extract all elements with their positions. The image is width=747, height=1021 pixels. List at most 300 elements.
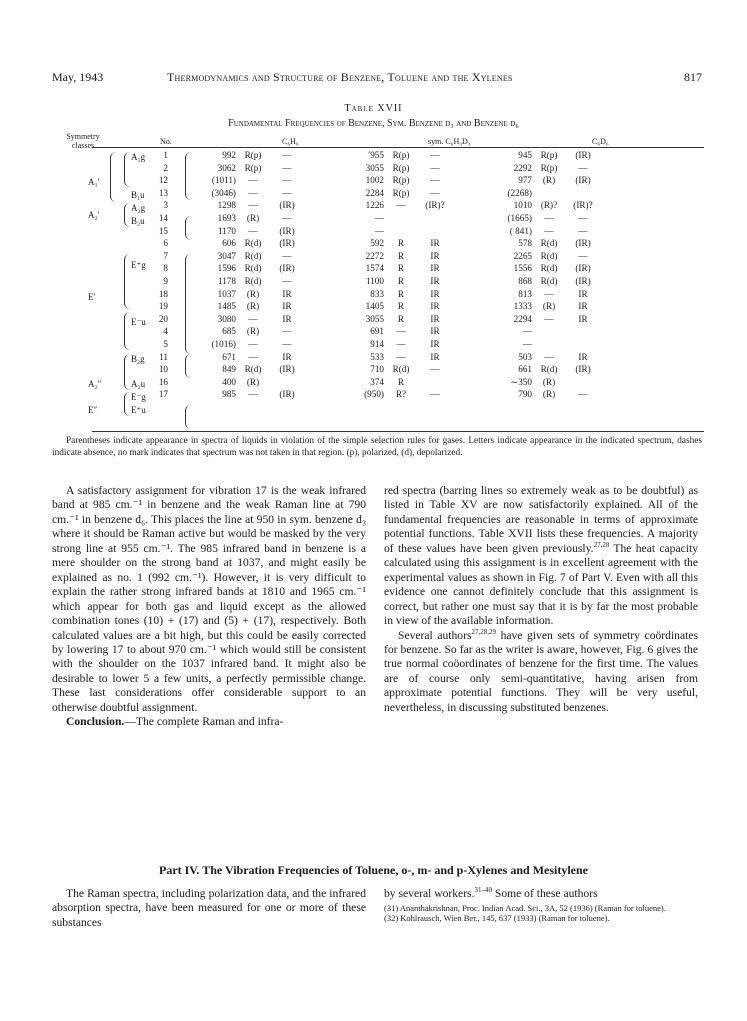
c6h6-ir-cell: — xyxy=(282,338,292,349)
c6d6-raman-cell: R(d) xyxy=(540,263,558,274)
c6d6-raman-cell xyxy=(532,338,566,351)
body-text: red spectra (barring lines so extremely weak as to be doubtful) as listed in Table XV are now satisfactorily explained. All of the fundamental frequencies are reasonable in terms of approximate potential functions. Table XVII lists these frequencies. A majority of these values have been given previously. xyxy=(384,484,698,555)
spacer-cell xyxy=(304,212,344,225)
c6h6-ir-cell: — xyxy=(282,150,292,160)
c6d6-ir-cell: IR xyxy=(578,301,588,312)
c6h3d3-ir-cell: — xyxy=(430,175,440,186)
c6d6-raman-cell xyxy=(532,187,566,200)
c6d6-ir-cell: IR xyxy=(578,313,588,324)
c6h6-freq-cell: 685 xyxy=(222,326,236,337)
spacer-cell xyxy=(452,212,492,225)
footnote: (31) Ananthakrishnan, Proc. Indian Acad. Sci., 3A, 52 (1936) (Raman for toluene). xyxy=(384,903,666,914)
col-sym-c6h3d3: sym. C₆H₃D₃ xyxy=(428,137,471,146)
c6h3d3-raman-cell: R xyxy=(397,301,405,312)
c6d6-freq-cell: 503 xyxy=(518,351,532,362)
c6h6-freq-cell: (1011) xyxy=(211,175,236,186)
table-row xyxy=(92,162,600,175)
spacer-cell xyxy=(168,174,196,187)
c6d6-raman-cell: R(d) xyxy=(540,364,558,375)
c6d6-raman-cell: — xyxy=(544,225,554,236)
c6h3d3-freq-cell: 3055 xyxy=(365,313,384,324)
table-row xyxy=(92,351,600,364)
spacer-cell xyxy=(168,300,196,313)
c6h3d3-freq-cell: 1405 xyxy=(365,301,384,312)
mode-no-cell: 18 xyxy=(158,288,168,299)
c6h6-freq-cell: 992 xyxy=(222,150,236,160)
c6h3d3-raman-cell xyxy=(384,225,418,238)
mode-no-cell: 12 xyxy=(158,175,168,186)
table-row xyxy=(92,376,600,389)
c6h3d3-raman-cell: — xyxy=(396,338,406,349)
citation-sup: 27,28,29 xyxy=(471,627,496,636)
c6h6-ir-cell: (IR) xyxy=(279,225,295,236)
spacer-cell xyxy=(304,174,344,187)
spacer-cell xyxy=(304,225,344,238)
sym-a2-prime: A₂′ xyxy=(88,210,100,220)
c6d6-raman-cell: R(p) xyxy=(540,150,558,160)
spacer-cell xyxy=(304,300,344,313)
c6h3d3-raman-cell: R(p) xyxy=(392,162,410,173)
sym-e-double-prime: E″ xyxy=(88,405,98,415)
c6h3d3-freq-cell: 691 xyxy=(370,326,384,337)
spacer-cell xyxy=(452,237,492,250)
conclusion-text: —The complete Raman and infra- xyxy=(124,715,284,729)
c6d6-ir-cell: — xyxy=(578,389,588,400)
c6d6-ir-cell: (IR)? xyxy=(573,200,593,211)
spacer-cell xyxy=(168,237,196,250)
c6d6-freq-cell: 1556 xyxy=(513,263,532,274)
c6h6-ir-cell: — xyxy=(282,326,292,337)
c6h3d3-ir-cell: — xyxy=(430,187,440,198)
sym-b2u: B₂u xyxy=(131,216,145,226)
spacer-cell xyxy=(452,351,492,364)
c6h3d3-ir-cell: IR xyxy=(430,250,440,261)
c6h6-ir-cell: — xyxy=(282,187,292,198)
c6h3d3-ir-cell: IR xyxy=(430,288,440,299)
c6d6-ir-cell: (IR) xyxy=(575,263,591,274)
spacer-cell xyxy=(452,288,492,301)
table-row xyxy=(92,288,600,301)
spacer-cell xyxy=(168,250,196,263)
c6h6-raman-cell: R(p) xyxy=(244,162,262,173)
c6h6-ir-cell: (IR) xyxy=(279,200,295,211)
c6h6-freq-cell: 671 xyxy=(222,351,236,362)
c6h3d3-freq-cell: 592 xyxy=(370,238,384,249)
c6h3d3-freq-cell: (950) xyxy=(364,389,384,400)
right-column xyxy=(384,484,698,715)
spacer-cell xyxy=(168,225,196,238)
c6h3d3-raman-cell: — xyxy=(396,351,406,362)
c6h6-freq-cell: 1298 xyxy=(217,200,236,211)
c6d6-freq-cell: 578 xyxy=(518,238,532,249)
c6h3d3-raman-cell: R(p) xyxy=(392,175,410,186)
c6h6-raman-cell: — xyxy=(248,225,258,236)
spacer-cell xyxy=(168,149,196,162)
sym-b2g: B₂g xyxy=(131,354,145,364)
spacer-cell xyxy=(452,199,492,212)
body-paragraph: A satisfactory assignment for vibration 17 is the weak infrared band at 985 cm.⁻¹ in benzene and the weak Raman line at 790 cm.⁻¹ in benzene d₆. This places the line at 950 in sym. benzene d₃ where it should be Raman active but would be masked by the very strong line at 955 cm.⁻¹. The 985 infrared band in benzene is a mere shoulder on the strong band at 1037, and might easily be explained as no. 1 (992 cm.⁻¹). However, it is very difficult to explain the rather strong infrared bands at 1810 and 1965 cm.⁻¹ which appear for both gas and liquid except as the allowed combination tones (10) + (17) and (5) + (17), respectively. Both calculated values are a bit high, but this could be easily corrected by lowering 17 to about 970 cm.⁻¹ which would still be consistent with the shoulder on the 1037 infrared band. It might also be desirable to lower 5 a few units, a perfectly permissible change. These last considerations offer considerable support to an otherwise doubtful assignment. xyxy=(52,484,366,714)
spacer-cell xyxy=(168,212,196,225)
spacer-cell xyxy=(304,288,344,301)
c6h6-raman-cell: R(d) xyxy=(244,263,262,274)
c6d6-raman-cell: (R) xyxy=(542,376,556,387)
c6h6-raman-cell: — xyxy=(248,389,258,400)
spacer-cell xyxy=(304,187,344,200)
c6h6-freq-cell: 1485 xyxy=(217,301,236,312)
conclusion-label: Conclusion. xyxy=(66,715,125,729)
c6h3d3-raman-cell: R xyxy=(397,376,405,387)
c6h3d3-freq-cell: 1002 xyxy=(365,175,384,186)
table-row xyxy=(92,237,600,250)
c6d6-freq-cell: 1333 xyxy=(513,301,532,312)
c6h6-raman-cell: — xyxy=(248,313,258,324)
c6h3d3-freq-cell: 2284 xyxy=(365,187,384,198)
table-row xyxy=(92,199,600,212)
c6h3d3-freq-cell: — xyxy=(374,212,384,223)
c6h6-ir-cell: (IR) xyxy=(279,364,295,375)
c6d6-freq-cell: — xyxy=(522,326,532,337)
spacer-cell xyxy=(168,376,196,389)
table-header-rule xyxy=(92,147,704,148)
table-row xyxy=(92,187,600,200)
mode-no-cell: 3 xyxy=(163,200,168,211)
spacer-cell xyxy=(168,275,196,288)
c6h6-freq-cell: 1178 xyxy=(217,275,236,286)
c6h6-freq-cell: (3046) xyxy=(211,187,236,198)
spacer-cell xyxy=(304,237,344,250)
spacer-cell xyxy=(304,313,344,326)
c6h3d3-freq-cell: 3055 xyxy=(365,162,384,173)
table-row xyxy=(92,300,600,313)
c6d6-freq-cell: 2292 xyxy=(513,162,532,173)
spacer-cell xyxy=(452,162,492,175)
c6h6-raman-cell: — xyxy=(248,338,258,349)
c6d6-freq-cell: 977 xyxy=(518,175,532,186)
mode-no-cell: 16 xyxy=(158,376,168,387)
c6h3d3-raman-cell: R xyxy=(397,263,405,274)
brace-no-e-double-prime xyxy=(185,405,192,429)
c6d6-freq-cell: 2265 xyxy=(513,250,532,261)
c6d6-ir-cell xyxy=(566,187,600,200)
c6d6-raman-cell: (R)? xyxy=(540,200,558,211)
c6d6-ir-cell: IR xyxy=(578,288,588,299)
mode-no-cell: 5 xyxy=(163,338,168,349)
spacer-cell xyxy=(452,376,492,389)
part-paragraph xyxy=(384,887,698,901)
spacer-cell xyxy=(452,250,492,263)
body-text: by several workers. xyxy=(384,887,475,900)
spacer-cell xyxy=(168,338,196,351)
c6h6-raman-cell: R(d) xyxy=(244,275,262,286)
c6h3d3-ir-cell: IR xyxy=(430,263,440,274)
c6h6-freq-cell: 3062 xyxy=(217,162,236,173)
spacer-cell xyxy=(304,199,344,212)
spacer-cell xyxy=(304,162,344,175)
table-row xyxy=(92,363,600,376)
table-number: Table XVII xyxy=(344,103,403,114)
c6d6-raman-cell: — xyxy=(544,212,554,223)
body-text: have given sets of symmetry coördinates for benzene. So far as the writer is aware, however, Fig. 6 gives the true normal coöordinates of benzene for the first time. The values are of course only semi-quantitative, having arisen from approximate potential functions. They will be very useful, nevertheless, in discussing substituted benzenes. xyxy=(384,628,698,714)
c6h3d3-raman-cell: R xyxy=(397,288,405,299)
c6h6-raman-cell: (R) xyxy=(246,212,260,223)
c6h6-ir-cell: IR xyxy=(282,313,292,324)
citation-sup: 31–40 xyxy=(474,886,492,895)
spacer-cell xyxy=(168,288,196,301)
c6h6-freq-cell: 400 xyxy=(222,376,236,387)
spacer-cell xyxy=(168,313,196,326)
c6d6-freq-cell: — xyxy=(522,338,532,349)
table-row xyxy=(92,325,600,338)
sym-a2-double-prime: A₂″ xyxy=(88,379,102,389)
sym-a1g: A₁g xyxy=(131,152,146,162)
c6d6-freq-cell: 2294 xyxy=(513,313,532,324)
c6d6-freq-cell: ∼350 xyxy=(510,376,532,387)
spacer-cell xyxy=(452,174,492,187)
c6d6-ir-cell: — xyxy=(578,162,588,173)
c6d6-raman-cell: (R) xyxy=(542,389,556,400)
col-symmetry-classes: Symmetry classes xyxy=(66,132,100,150)
c6h3d3-ir-cell: — xyxy=(430,389,440,400)
c6d6-ir-cell xyxy=(566,338,600,351)
spacer-cell xyxy=(304,338,344,351)
table-bottom-rule xyxy=(92,431,704,432)
c6h3d3-freq-cell: — xyxy=(374,225,384,236)
body-paragraph xyxy=(384,629,698,716)
c6h6-raman-cell: R(d) xyxy=(244,238,262,249)
spacer-cell xyxy=(452,275,492,288)
footnote: (32) Kohlrausch, Wien Ber., 145, 637 (1933) (Raman for toluene). xyxy=(384,913,610,924)
c6h6-raman-cell: (R) xyxy=(246,376,260,387)
sym-a1-prime: A₁′ xyxy=(88,177,100,187)
c6h6-ir-cell: — xyxy=(282,275,292,286)
c6h3d3-raman-cell: R(d) xyxy=(392,364,410,375)
c6d6-ir-cell xyxy=(566,325,600,338)
spacer-cell xyxy=(168,187,196,200)
c6h3d3-ir-cell: IR xyxy=(430,275,440,286)
c6d6-freq-cell: (2268) xyxy=(507,187,532,198)
c6h3d3-freq-cell: 533 xyxy=(370,351,384,362)
c6h3d3-ir-cell: — xyxy=(430,150,440,160)
c6h3d3-ir-cell: IR xyxy=(430,351,440,362)
citation-sup: 27,28 xyxy=(593,540,610,549)
c6d6-raman-cell xyxy=(532,325,566,338)
spacer-cell xyxy=(168,199,196,212)
c6d6-raman-cell: R(p) xyxy=(540,162,558,173)
part-heading: Part IV. The Vibration Frequencies of Toluene, o-, m- and p-Xylenes and Mesitylene xyxy=(158,863,589,877)
body-text: Several authors xyxy=(398,628,472,642)
c6h3d3-ir-cell: IR xyxy=(430,301,440,312)
mode-no-cell: 13 xyxy=(158,187,168,198)
spacer-cell xyxy=(304,262,344,275)
c6h6-raman-cell: R(p) xyxy=(244,150,262,160)
table-row xyxy=(92,313,600,326)
c6h6-ir-cell: IR xyxy=(282,351,292,362)
c6d6-ir-cell: (IR) xyxy=(575,175,591,186)
c6h6-raman-cell: (R) xyxy=(246,301,260,312)
body-text: The heat capacity calculated using this assignment is in excellent agreement with the experimental values as shown in Fig. 7 of Part V. Even with all this evidence one cannot definitely conclude that this assignment is correct, but rather one must say that it is by far the most probable in view of the available information. xyxy=(384,541,698,628)
c6h6-ir-cell: (IR) xyxy=(279,263,295,274)
spacer-cell xyxy=(452,363,492,376)
c6h3d3-raman-cell: R? xyxy=(395,389,407,400)
header-title: Thermodynamics and Structure of Benzene, Toluene and the Xylenes xyxy=(167,70,513,84)
c6h3d3-raman-cell: R xyxy=(397,238,405,249)
c6d6-raman-cell: R(d) xyxy=(540,250,558,261)
mode-no-cell: 6 xyxy=(163,238,168,249)
c6h3d3-ir-cell xyxy=(418,212,452,225)
header-date: May, 1943 xyxy=(52,70,104,84)
c6d6-ir-cell: — xyxy=(578,225,588,236)
c6h3d3-raman-cell: — xyxy=(396,200,406,211)
col-no: No. xyxy=(160,137,172,146)
table-row xyxy=(92,212,600,225)
c6d6-freq-cell: (1665) xyxy=(507,212,532,223)
spacer-cell xyxy=(168,351,196,364)
c6d6-ir-cell: — xyxy=(578,250,588,261)
c6h3d3-ir-cell: IR xyxy=(430,338,440,349)
col-c6h6: C₆H₆ xyxy=(282,137,299,146)
c6h6-ir-cell xyxy=(270,376,304,389)
c6h3d3-ir-cell xyxy=(418,376,452,389)
spacer-cell xyxy=(304,250,344,263)
spacer-cell xyxy=(304,388,344,401)
mode-no-cell: 15 xyxy=(158,225,168,236)
c6d6-freq-cell: 790 xyxy=(518,389,532,400)
c6d6-ir-cell: IR xyxy=(578,351,588,362)
mode-no-cell: 4 xyxy=(163,326,168,337)
table-row xyxy=(92,262,600,275)
table-row xyxy=(92,388,600,401)
c6d6-ir-cell: (IR) xyxy=(575,150,591,160)
spacer-cell xyxy=(304,149,344,162)
c6h3d3-freq-cell: 2272 xyxy=(365,250,384,261)
c6d6-raman-cell: (R) xyxy=(542,175,556,186)
c6h3d3-freq-cell: 1226 xyxy=(365,200,384,211)
c6h6-raman-cell: — xyxy=(248,175,258,186)
c6d6-raman-cell: R(d) xyxy=(540,238,558,249)
mode-no-cell: 1 xyxy=(163,150,168,160)
spacer-cell xyxy=(452,262,492,275)
c6h6-raman-cell: — xyxy=(248,187,258,198)
c6d6-freq-cell: ( 841) xyxy=(509,225,532,236)
c6d6-raman-cell: R(d) xyxy=(540,275,558,286)
c6h3d3-raman-cell: R xyxy=(397,275,405,286)
sym-e2u: E⁺u xyxy=(131,405,146,415)
spacer-cell xyxy=(452,149,492,162)
c6h3d3-ir-cell: IR xyxy=(430,313,440,324)
table-row xyxy=(92,338,600,351)
c6d6-raman-cell: — xyxy=(544,351,554,362)
sym-e-prime: E′ xyxy=(88,292,96,302)
c6d6-freq-cell: 1010 xyxy=(513,200,532,211)
table-row xyxy=(92,275,600,288)
mode-no-cell: 17 xyxy=(158,389,168,400)
c6h3d3-freq-cell: 833 xyxy=(370,288,384,299)
table-note: Parentheses indicate appearance in spectra of liquids in violation of the simple selection rules for gases. Letters indicate appearance in the indicated spectrum, dashes indicate absence, no mark indicates that spectrum was not taken in that region. (p), polarized, (d), depolarized. xyxy=(52,436,702,458)
spacer-cell xyxy=(452,338,492,351)
c6h6-raman-cell: — xyxy=(248,351,258,362)
mode-no-cell: 14 xyxy=(158,212,168,223)
c6d6-ir-cell xyxy=(566,376,600,389)
c6h6-ir-cell: (IR) xyxy=(279,238,295,249)
c6d6-raman-cell: — xyxy=(544,313,554,324)
c6d6-freq-cell: 661 xyxy=(518,364,532,375)
c6d6-ir-cell: (IR) xyxy=(575,364,591,375)
c6h3d3-ir-cell: IR xyxy=(430,326,440,337)
c6h3d3-freq-cell: ′955 xyxy=(368,150,384,160)
c6h6-freq-cell: 3047 xyxy=(217,250,236,261)
c6h6-freq-cell: 1596 xyxy=(217,263,236,274)
sym-a2g: A₂g xyxy=(131,203,146,213)
spacer-cell xyxy=(168,388,196,401)
c6h6-freq-cell: 849 xyxy=(222,364,236,375)
mode-no-cell: 19 xyxy=(158,301,168,312)
spacer-cell xyxy=(452,225,492,238)
spacer-cell xyxy=(168,325,196,338)
c6h6-ir-cell: — xyxy=(282,250,292,261)
body-paragraph xyxy=(384,484,698,629)
page-number: 817 xyxy=(684,70,702,84)
c6h6-ir-cell: IR xyxy=(282,288,292,299)
body-text: Some of these authors xyxy=(491,887,598,900)
c6h6-freq-cell: 1037 xyxy=(217,288,236,299)
c6h6-freq-cell: (1016) xyxy=(211,338,236,349)
c6d6-raman-cell: (R) xyxy=(542,301,556,312)
c6h3d3-raman-cell xyxy=(384,212,418,225)
spacer-cell xyxy=(452,388,492,401)
table-row xyxy=(92,225,600,238)
c6h3d3-raman-cell: R xyxy=(397,250,405,261)
conclusion-paragraph xyxy=(52,715,366,729)
table-caption: Fundamental Frequencies of Benzene, Sym. Benzene d₃ and Benzene d₆ xyxy=(228,118,519,129)
frequency-table xyxy=(92,149,600,401)
c6h6-freq-cell: 985 xyxy=(222,389,236,400)
c6h6-ir-cell: — xyxy=(282,175,292,186)
part-left-column xyxy=(52,887,366,930)
c6h6-raman-cell: R(d) xyxy=(244,364,262,375)
mode-no-cell: 8 xyxy=(163,263,168,274)
part-paragraph: The Raman spectra, including polarization data, and the infrared absorption spectra, have been measured for one or more of these substances xyxy=(52,887,366,929)
c6h6-ir-cell: — xyxy=(282,162,292,173)
c6h6-ir-cell: (IR) xyxy=(279,389,295,400)
c6h6-ir-cell: — xyxy=(282,212,292,223)
spacer-cell xyxy=(452,187,492,200)
c6h3d3-raman-cell: — xyxy=(396,326,406,337)
c6h3d3-freq-cell: 1574 xyxy=(365,263,384,274)
spacer-cell xyxy=(168,262,196,275)
mode-no-cell: 2 xyxy=(163,162,168,173)
spacer-cell xyxy=(168,363,196,376)
spacer-cell xyxy=(452,325,492,338)
c6h3d3-freq-cell: 914 xyxy=(370,338,384,349)
sym-e1u: E⁻u xyxy=(131,317,146,327)
c6h6-ir-cell: IR xyxy=(282,301,292,312)
table-row xyxy=(92,174,600,187)
c6h3d3-raman-cell: R(p) xyxy=(392,187,410,198)
spacer-cell xyxy=(452,313,492,326)
left-column xyxy=(52,484,366,730)
c6h3d3-raman-cell: R(p) xyxy=(392,150,410,160)
spacer-cell xyxy=(304,325,344,338)
c6d6-ir-cell: (IR) xyxy=(575,275,591,286)
table-row xyxy=(92,250,600,263)
c6d6-freq-cell: 945 xyxy=(518,150,532,160)
mode-no-cell: 20 xyxy=(158,313,168,324)
c6h6-raman-cell: — xyxy=(248,200,258,211)
c6d6-ir-cell: (IR) xyxy=(575,238,591,249)
mode-no-cell: 10 xyxy=(158,364,168,375)
table-row xyxy=(92,149,600,162)
c6h6-freq-cell: 1170 xyxy=(217,225,236,236)
